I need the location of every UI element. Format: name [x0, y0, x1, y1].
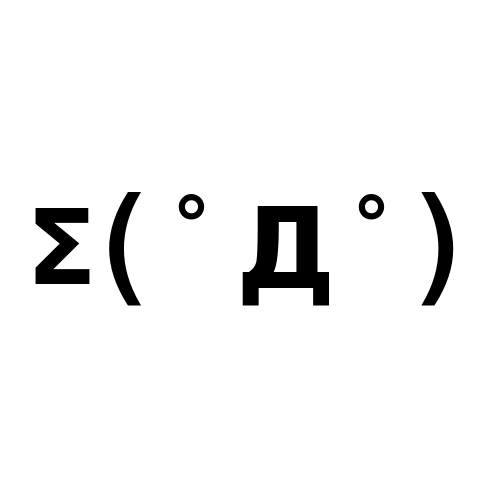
- kaomoji-right-paren: ): [414, 174, 463, 318]
- kaomoji: [26, 174, 476, 320]
- kaomoji-right-eye: °: [352, 182, 391, 272]
- kaomoji-sigma: Σ: [26, 187, 98, 309]
- kaomoji-mouth: Д: [236, 185, 336, 315]
- kaomoji-left-paren: (: [100, 174, 149, 318]
- kaomoji-left-eye: °: [172, 182, 211, 272]
